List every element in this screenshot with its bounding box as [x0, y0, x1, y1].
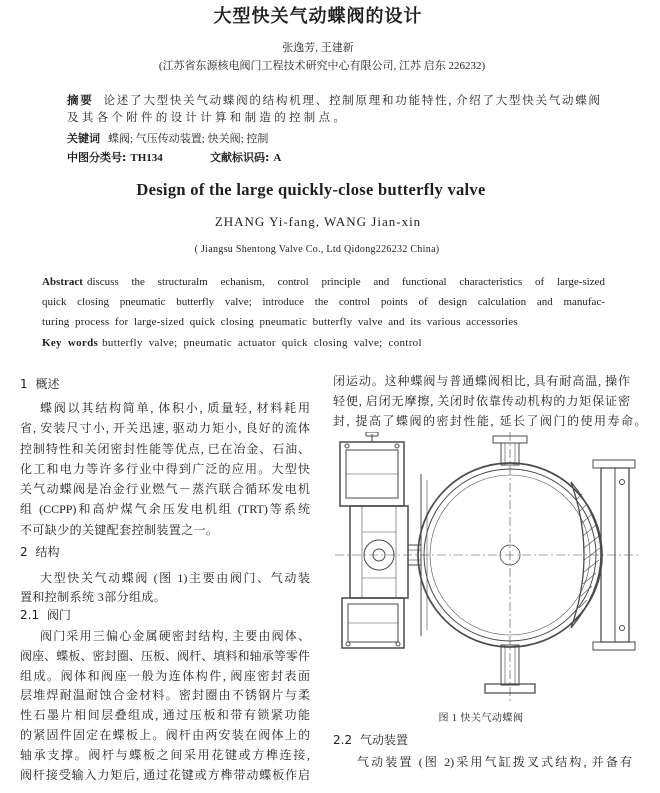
paragraph-line: 阀座、蝶板、密封圈、压板、阀杆、填料和轴承等零件 — [20, 649, 310, 663]
abstract-en-line — [42, 272, 605, 292]
authors-en: ZHANG Yi-fang, WANG Jian-xin — [214, 214, 422, 229]
keywords-en — [42, 333, 422, 353]
paragraph-line: 不可缺少的关键配套控制装置之一。 — [20, 523, 219, 537]
paper-title-cn: 大型快关气动蝶阀的设计 — [213, 6, 423, 27]
paragraph-line: 阀杆接受输入力矩后, 通过花键或方榫带动蝶板作启 — [20, 768, 310, 782]
paragraph-line: 的紧固件固定在蝶板上。阀杆由两安装在阀体上的 — [20, 728, 310, 742]
keywords-cn-label: 关键词 — [67, 132, 100, 145]
document-code-label: 文献标识码: — [210, 151, 270, 164]
paragraph-line: 性石墨片相间层叠组成, 通过压板和带有锁紧功能 — [20, 708, 310, 722]
paragraph-line: 轻便, 启闭无摩擦, 关闭时依靠传动机构的力矩保证密 — [333, 394, 630, 408]
keywords-en-label: Key words — [42, 337, 99, 349]
abstract-cn-line — [67, 91, 600, 109]
paragraph-line: 关气动蝶阀是冶金行业燃气－蒸汽联合循环发电机 — [20, 482, 310, 496]
clc-label: 中图分类号: — [67, 151, 127, 164]
section-heading: 2.1 阀门 — [20, 608, 71, 622]
clc-number — [67, 150, 163, 166]
abstract-en-label: Abstract — [42, 276, 83, 288]
paragraph-line: 蝶阀以其结构简单, 体积小, 质量轻, 材料耗用 — [40, 401, 310, 415]
paragraph-line: 气动装置 (图 2)采用气缸拨叉式结构, 并备有 — [357, 755, 632, 769]
paragraph-line: 大型快关气动蝶阀 (图 1)主要由阀门、气动装 — [40, 571, 310, 585]
section-heading: 2.2 气动装置 — [333, 733, 408, 747]
abstract-en-line: turing process for large-sized quick closing pneumatic butterfly valve and its various accessories — [42, 316, 518, 328]
paragraph-line: 轴承支撑。阀杆与蝶板之间采用花键或方榫连接, — [20, 748, 310, 762]
paragraph-line: 省, 安装尺寸小, 开关迅速, 驱动力矩小, 良好的流体 — [20, 421, 310, 435]
figure-1 — [335, 432, 640, 707]
paragraph-line: 封, 提高了蝶阀的密封性能, 延长了阀门的使用寿命。 — [333, 414, 649, 428]
affiliation-cn: (江苏省东源核电阀门工程技术研究中心有限公司, 江苏 启东 226232) — [158, 60, 486, 72]
valve-drawing — [335, 432, 640, 707]
abstract-en-line: quick closing pneumatic butterfly valve; introduce the control points of design calculation and manufac- — [42, 296, 605, 308]
keywords-cn-text: 蝶阀; 气压传动装置; 快关阀; 控制 — [108, 133, 269, 145]
paragraph-line: 置和控制系统 3部分组成。 — [20, 590, 167, 604]
authors-cn: 张逸芳, 王建新 — [282, 42, 354, 54]
paragraph-line: 闭运动。这种蝶阀与普通蝶阀相比, 具有耐高温, 操作 — [333, 374, 630, 388]
keywords-en-text: butterfly valve; pneumatic actuator quick closing valve; control — [102, 337, 422, 349]
affiliation-en: ( Jiangsu Shentong Valve Co., Ltd Qidong226232 China) — [194, 244, 440, 255]
actuator-cylinder — [340, 432, 421, 648]
abstract-cn-line: 及其各个附件的设计计算和制造的控制点。 — [67, 112, 349, 124]
section-heading: 1 概述 — [20, 377, 60, 391]
paragraph-line: 组 (CCPP)和高炉煤气余压发电机组 (TRT)等系统 — [20, 502, 310, 516]
document-code — [210, 150, 281, 166]
paragraph-line: 化工和电力等许多行业中得到广泛的应用。大型快 — [20, 462, 310, 476]
abstract-cn-text: 论述了大型快关气动蝶阀的结构机理、控制原理和功能特性, 介绍了大型快关气动蝶阀 — [103, 95, 600, 107]
section-heading: 2 结构 — [20, 545, 60, 559]
paragraph-line: 层堆焊耐温耐蚀合金材料。密封圈由不锈钢片与柔 — [20, 688, 310, 702]
abstract-en-text: discuss the structuralm echanism, control principle and functional characteristics of large-sized — [86, 276, 605, 288]
paragraph-line: 控制特性和关闭密封性能等优点, 已在冶金、石油、 — [20, 442, 310, 456]
paragraph-line: 阀门采用三偏心金属硬密封结构, 主要由阀体、 — [40, 629, 310, 643]
abstract-cn-label: 摘要 — [67, 93, 94, 107]
paper-title-en: Design of the large quickly-close butterfly valve — [136, 180, 486, 199]
document-code-value: A — [273, 152, 282, 164]
paragraph-line: 组成。阀体和阀座一般为连体构件, 阀座密封表面 — [20, 669, 310, 683]
centerlines — [335, 432, 640, 704]
clc-value: TH134 — [130, 152, 163, 164]
keywords-cn — [67, 131, 268, 147]
figure-caption: 图 1 快关气动蝶阀 — [438, 713, 524, 724]
